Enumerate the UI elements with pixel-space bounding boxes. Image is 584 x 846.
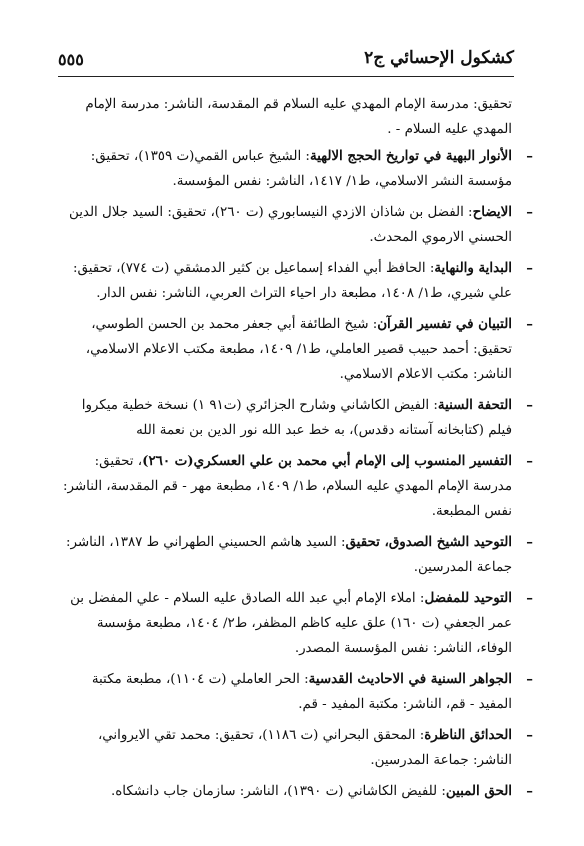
entry-title: التفسير المنسوب إلى الإمام أبي محمد بن علي العسكري(ت ٢٦٠) <box>142 453 512 469</box>
bibliography-entry <box>60 144 512 194</box>
entry-title: الحق المبين <box>445 783 512 799</box>
bibliography-entry <box>60 449 512 524</box>
bibliography-entry <box>60 393 512 443</box>
entry-title: البداية والنهاية <box>434 260 512 276</box>
entry-title: الايضاح <box>472 204 512 220</box>
bibliography-list <box>60 92 512 810</box>
entry-text: : للفيض الكاشاني (ت ١٣٩٠)، الناشر: سازمان جاب دانشكاه. <box>111 784 446 799</box>
entry-text: تحقيق: مدرسة الإمام المهدي عليه السلام قم المقدسة، الناشر: مدرسة الإمام المهدي عليه السلام - . <box>85 97 512 137</box>
page-number: ٥٥٥ <box>58 50 84 69</box>
entry-text: : السيد هاشم الحسيني الطهراني ط ١٣٨٧، الناشر: جماعة المدرسين. <box>65 535 512 575</box>
entry-title: التوحيد الشيخ الصدوق، تحقيق <box>345 534 512 550</box>
entry-text: : الفيض الكاشاني وشارح الجزائري (ت٩١ ١) نسخة خطية ميكروا فيلم (كتابخانه آستانه دقدس)، به خط عبد الله نور الدين بن نعمة الله <box>81 398 512 438</box>
bibliography-entry <box>60 667 512 717</box>
running-title: كشكول الإحسائي ج٢ <box>364 48 514 68</box>
entry-text: ، تحقيق: مدرسة الإمام المهدي عليه السلام، ط١/ ١٤٠٩، مطبعة مهر - قم المقدسة، الناشر: نفس المطبعة. <box>63 454 512 519</box>
bibliography-entry <box>60 586 512 661</box>
bibliography-entry <box>60 723 512 773</box>
bibliography-entry <box>60 530 512 580</box>
entry-text: : الحافظ أبي الفداء إسماعيل بن كثير الدمشقي (ت ٧٧٤)، تحقيق: علي شيري، ط١/ ١٤٠٨، مطبعة دار احياء التراث العربي، الناشر: نفس الدار. <box>73 261 512 301</box>
entry-text: : شيخ الطائفة أبي جعفر محمد بن الحسن الطوسي، تحقيق: أحمد حبيب قصير العاملي، ط١/ ١٤٠٩، مطبعة مكتب الاعلام الاسلامي، الناشر: مكتب الاعلام الاسلامي. <box>85 317 512 382</box>
entry-title: الأنوار البهية في تواريخ الحجج الالهية <box>309 148 512 164</box>
entry-title: الحدائق الناظرة <box>424 727 512 743</box>
entry-title: الجواهر السنية في الاحاديث القدسية <box>308 671 512 687</box>
entry-text: : المحقق البحراني (ت ١١٨٦)، تحقيق: محمد تقي الايرواني، الناشر: جماعة المدرسين. <box>97 728 512 768</box>
bibliography-entry <box>60 256 512 306</box>
entry-text: : الفضل بن شاذان الازدي النيسابوري (ت ٢٦٠)، تحقيق: السيد جلال الدين الحسني الارموي المحدث. <box>69 205 512 245</box>
entry-text: : الشيخ عباس القمي(ت ١٣٥٩)، تحقيق: مؤسسة النشر الاسلامي، ط١/ ١٤١٧، الناشر: نفس المؤسسة. <box>90 149 512 189</box>
page-header <box>58 46 514 77</box>
entry-title: التحفة السنية <box>437 397 512 413</box>
entry-text: : املاء الإمام أبي عبد الله الصادق عليه السلام - علي المفضل بن عمر الجعفي (ت ١٦٠) علق عليه كاظم المظفر، ط٢/ ١٤٠٤، مطبعة مؤسسة الوفاء، الناشر: نفس المؤسسة المصدر. <box>70 591 512 656</box>
entry-title: التوحيد للمفضل <box>424 590 512 606</box>
bibliography-entry <box>60 92 512 142</box>
bibliography-entry <box>60 200 512 250</box>
entry-text: : الحر العاملي (ت ١١٠٤)، مطبعة مكتبة المفيد - قم، الناشر: مكتبة المفيد - قم. <box>91 672 512 712</box>
entry-title: التبيان في تفسير القرآن <box>377 316 512 332</box>
bibliography-entry <box>60 779 512 804</box>
bibliography-entry <box>60 312 512 387</box>
